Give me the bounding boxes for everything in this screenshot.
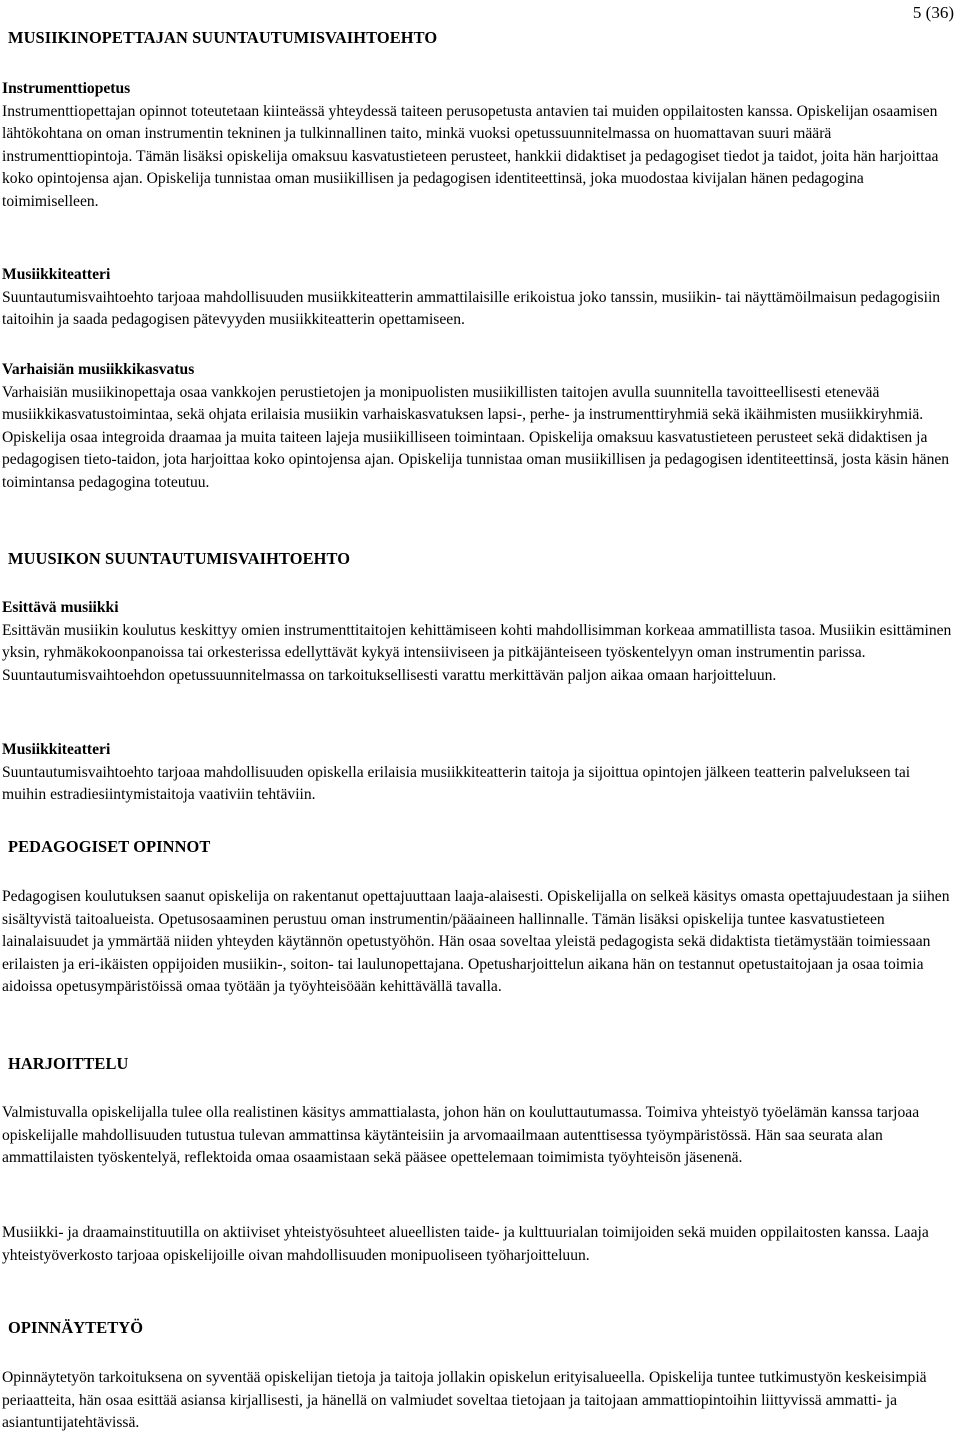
section-harjoittelu-2 [2, 1222, 956, 1267]
section-title: Musiikkiteatteri [2, 741, 111, 758]
section-title: Instrumenttiopetus [2, 80, 131, 97]
section-text: Musiikki- ja draamainstituutilla on aktiiviset yhteistyösuhteet alueellisten taide- ja kulttuurialan toimijoiden sekä muiden oppilaitosten kanssa. Laaja yhteistyöverkosto tarjoaa opiskelijoille oivan mahdollisuuden monipuoliseen työharjoitteluun. [2, 1224, 929, 1264]
page-number: 5 (36) [912, 3, 954, 22]
section-instrumenttiopetus [2, 78, 956, 214]
section-text: Pedagogisen koulutuksen saanut opiskelija on rakentanut opettajuuttaan laaja-alaisesti. Opiskelijalla on selkeä käsitys omasta opettajuudestaan ja siihen sisältyvistä taitoalueista. Opetusosaaminen perustuu oman instrumentin/pääaineen hallinnalle. Tämän lisäksi opiskelija tuntee kasvatustieteen lainalaisuudet ja ymmärtää niiden yhteyden käytännön opetustyöhön. Hän osaa soveltaa yleistä pedagogista sekä didaktista tietämystään toimiessaan erilaisten ja eri-ikäisten oppijoiden musiikin-, soiton- tai laulunopettajana. Opetusharjoittelun aikana hän on testannut opetustaitojaan ja osaa toimia aidoissa opetusympäristöissä omaa työtään ja työyhteisöään kehittävällä tavalla. [2, 888, 950, 996]
section-text: Instrumenttiopettajan opinnot toteutetaan kiinteässä yhteydessä taiteen perusopetusta antavien tai muiden oppilaitosten kanssa. Opiskelijan osaamisen lähtökohtana on oman instrumentin tekninen ja tulkinnallinen taito, minkä vuoksi opetussuunnitelmassa on huomattavan suuri määrä instrumenttiopintoja. Tämän lisäksi opiskelija omaksuu kasvatustieteen perusteet, hankkii didaktiset ja pedagogiset tiedot ja taidot, joita hän harjoittaa koko opintojensa ajan. Opiskelija tunnistaa oman musiikillisen ja pedagogisen identiteettinsä, joka muodostaa kivijalan hänen pedagogina toimimiselleen. [2, 102, 939, 210]
section-text: Suuntautumisvaihtoehto tarjoaa mahdollisuuden opiskella erilaisia musiikkiteatterin taitoja ja sijoittua opintojen jälkeen teatterin palvelukseen tai muihin estradiesiintymistaitoja vaativiin tehtäviin. [2, 763, 911, 804]
section-pedagogiset-opinnot [2, 886, 956, 999]
section-title: Musiikkiteatteri [2, 266, 111, 283]
heading-pedagogiset-opinnot: PEDAGOGISET OPINNOT [8, 837, 211, 856]
section-text: Suuntautumisvaihtoehto tarjoaa mahdollisuuden musiikkiteatterin ammattilaisille erikoistua joko tanssin, musiikin- tai näyttämöilmaisun pedagogisiin taitoihin ja saada pedagogisen pätevyyden musiikkiteatterin opettamiseen. [2, 288, 941, 329]
heading-muusikon: MUUSIKON SUUNTAUTUMISVAIHTOEHTO [8, 549, 351, 568]
section-varhaisian-musiikkikasvatus [2, 359, 956, 495]
section-musiikkiteatteri-1 [2, 264, 956, 332]
heading-harjoittelu: HARJOITTELU [8, 1054, 129, 1073]
section-text: Varhaisiän musiikinopettaja osaa vankkojen perustietojen ja monipuolisten musiikillisten taitojen avulla suunnitella tavoitteellisesti etenevää musiikkikasvatustoimintaa, sekä ohjata erilaisia musiikin varhaiskasvatuksen lapsi-, perhe- ja instrumenttiryhmiä sekä ikäihmisten musiikkiryhmiä. Opiskelija osaa integroida draamaa ja muita taiteen lajeja musiikilliseen toimintaan. Opiskelija omaksuu kasvatustieteen perusteet sekä didaktisen ja pedagogisen tieto-taidon, jota harjoittaa koko opintojensa ajan. Opiskelija tunnistaa oman musiikillisen ja pedagogisen identiteettinsä, josta käsin hänen toimintansa pedagogina toteutuu. [2, 383, 950, 491]
section-title: Varhaisiän musiikkikasvatus [2, 361, 195, 378]
section-text: Valmistuvalla opiskelijalla tulee olla realistinen käsitys ammattialasta, johon hän on kouluttautumassa. Toimiva yhteistyö työelämän kanssa tarjoaa opiskelijalle mahdollisuuden tutustua tulevan ammattinsa käytänteisiin ja arvomaailmaan autenttisessa työympäristössä. Hän saa seurata alan ammattilaisten työskentelyä, reflektoida omaa osaamistaan sekä pääsee opettelemaan toimimista työyhteisön jäsenenä. [2, 1104, 920, 1167]
doc-title: MUSIIKINOPETTAJAN SUUNTAUTUMISVAIHTOEHTO [8, 28, 438, 47]
section-text: Opinnäytetyön tarkoituksena on syventää opiskelijan tietoja ja taitoja jollakin opiskelun erityisalueella. Opiskelija tuntee tutkimustyön keskeisimpiä periaatteita, hän osaa esittää asiansa kirjallisesti, ja hänellä on valmiudet soveltaa tietojaan ja taitojaan ammattiopintoihin liittyvissä ammatti- ja asiantuntijatehtävissä. [2, 1369, 927, 1432]
heading-opinnaytetyo: OPINNÄYTETYÖ [8, 1318, 144, 1337]
section-esittava-musiikki [2, 597, 956, 687]
section-harjoittelu [2, 1102, 956, 1170]
section-text: Esittävän musiikin koulutus keskittyy omien instrumenttitaitojen kehittämiseen kohti mahdollisimman korkeaa ammatillista tasoa. Musiikin esittäminen yksin, ryhmäkokoonpanoissa tai orkesterissa edellyttävät kykyä intensiiviseen ja pitkäjänteiseen työskentelyyn oman instrumentin parissa. Suuntautumisvaihtoehdon opetussuunnitelmassa on tarkoituksellisesti varattu merkittävän paljon aikaa omaan harjoitteluun. [2, 621, 952, 684]
section-opinnaytetyo [2, 1367, 956, 1435]
section-musiikkiteatteri-2 [2, 739, 956, 807]
section-title: Esittävä musiikki [2, 599, 119, 616]
